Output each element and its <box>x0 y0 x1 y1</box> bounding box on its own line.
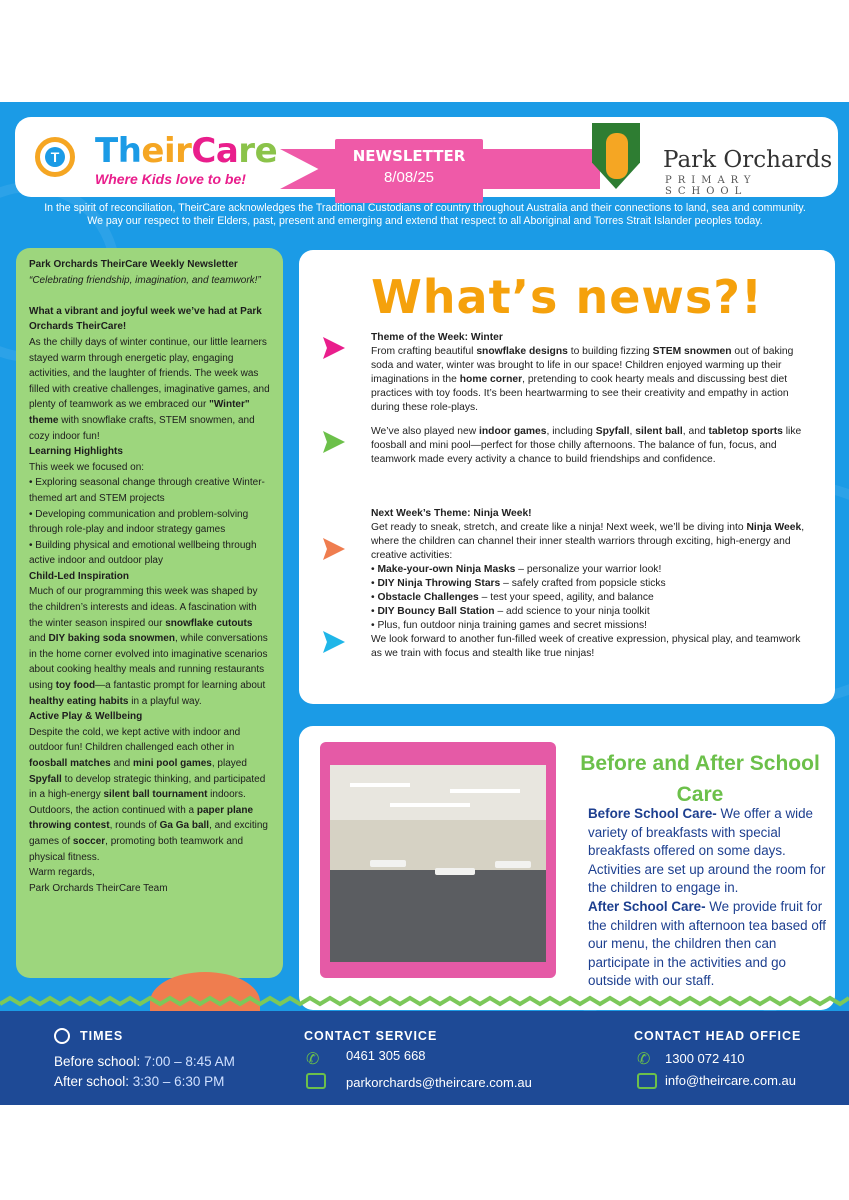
blue-arrow-icon <box>323 631 345 653</box>
newsletter-page <box>0 102 849 1105</box>
signoff-team: Park Orchards TheirCare Team <box>29 882 168 894</box>
intro-heading: What a vibrant and joyful week we’ve had at Park Orchards TheirCare! <box>29 305 262 333</box>
header-banner <box>15 117 838 197</box>
list-item: • Exploring seasonal change through creative Winter-themed art and STEM projects <box>29 477 265 504</box>
learning-intro: This week we focused on: <box>29 461 145 473</box>
whats-news-card <box>299 250 835 704</box>
child-led-paragraph: Much of our programming this week was shaped by the children’s interests and ideas. A fascination with the winter season inspired our snowflake cutouts and DIY baking soda snowmen, while conversations in the home corner evolved into imaginative scenarios about cooking healthy meals and running restaurants using toy food—a fantastic prompt for learning about healthy eating habits in a playful way. <box>29 586 268 707</box>
service-phone[interactable]: 0461 305 668 <box>346 1048 426 1063</box>
closing-text: We look forward to another fun-filled week of creative expression, physical play, and teamwork as we train with focus and stealth like true ninjas! <box>371 634 801 659</box>
active-play-paragraph: Despite the cold, we kept active with indoor and outdoor fun! Children challenged each other in foosball matches and mini pool games, played Spyfall to develop strategic thinking, and participated in a high-energy silent ball tournament indoors. Outdoors, the action continued with a paper plane throwing contest, rounds of Ga Ga ball, and exciting games of soccer, promoting both teamwork and physical fitness. <box>29 726 268 863</box>
list-item: • DIY Bouncy Ball Station – add science to your ninja toolkit <box>371 606 650 617</box>
whats-news-title: What’s news?! <box>371 270 763 324</box>
next-week-block: Next Week’s Theme: Ninja Week! Get ready to sneak, stretch, and create like a ninja! Next week, we’ll be diving into Ninja Week, where the children can channel their inner stealth warriors through exciting, high-energy and creative activities: • Make-your-own Ninja Masks – personalize your warrior look! • DIY Ninja Throwing Stars – safely crafted from popsicle sticks • Obstacle Challenges – test your speed, agility, and balance • DIY Bouncy Ball Station – add science to your ninja toolkit • Plus, fun outdoor ninja training games and secret missions! We look forward to another fun-filled week of creative expression, physical play, and teamwork as we train with focus and stealth like true ninjas! <box>371 508 805 659</box>
theme-heading: Theme of the Week: Winter <box>371 332 503 343</box>
pink-arrow-icon <box>323 337 345 359</box>
clock-icon <box>54 1028 70 1044</box>
orange-arrow-icon <box>323 538 345 560</box>
newsletter-label: NEWSLETTER <box>352 147 466 165</box>
brand-tagline: Where Kids love to be! <box>95 171 246 187</box>
list-item: • Make-your-own Ninja Masks – personalize your warrior look! <box>371 564 662 575</box>
office-email[interactable]: info@theircare.com.au <box>665 1073 796 1088</box>
active-play-heading: Active Play & Wellbeing <box>29 711 143 723</box>
brand-name: TheirCare <box>95 131 278 171</box>
care-title: Before and After School Care <box>580 752 820 806</box>
child-led-heading: Child-Led Inspiration <box>29 570 129 582</box>
indoor-games-block: We’ve also played new indoor games, including Spyfall, silent ball, and tabletop sports like foosball and mini pool—perfect for those chilly afternoons. The balance of fun, focus, and teamwork made every activity a chance to build friendships and confidence. <box>371 426 802 465</box>
green-arrow-icon <box>323 431 345 453</box>
signoff: Warm regards, <box>29 867 95 879</box>
list-item: • Plus, fun outdoor ninja training games and secret missions! <box>371 620 648 631</box>
newsletter-quote: “Celebrating friendship, imagination, and teamwork!” <box>29 274 261 286</box>
learning-heading: Learning Highlights <box>29 446 123 458</box>
times-heading: TIMES <box>80 1029 124 1043</box>
theircare-logo-icon: T <box>35 137 75 177</box>
office-phone[interactable]: 1300 072 410 <box>665 1051 745 1066</box>
school-subtitle: PRIMARY SCHOOL <box>665 175 757 197</box>
before-school-times: Before school: 7:00 – 8:45 AM <box>54 1054 235 1069</box>
classroom-photo <box>330 765 546 962</box>
weekly-newsletter-column <box>16 248 283 978</box>
head-office-heading: CONTACT HEAD OFFICE <box>634 1029 802 1043</box>
email-icon <box>637 1073 657 1089</box>
newsletter-label-box <box>335 139 483 203</box>
service-email[interactable]: parkorchards@theircare.com.au <box>346 1075 532 1090</box>
intro-paragraph: As the chilly days of winter continue, our little learners stayed warm through energetic play, engaging activities, and the laughter of friends. The week was filled with creative challenges, imaginative games, and plenty of teamwork as we embraced our "Winter" theme with snowflake crafts, STEM snowmen, and cozy indoor fun! <box>29 336 270 442</box>
phone-icon: ✆ <box>637 1051 651 1068</box>
acknowledgement-text: In the spirit of reconciliation, TheirCare acknowledges the Traditional Custodians of country throughout Australia and their connections to land, sea and community. We pay our respect to their Elders, past, present and emerging and extend that respect to all Aboriginal and Torres Strait Islander peoples today. <box>44 202 806 227</box>
care-description: Before School Care- We offer a wide variety of breakfasts with special breakfasts offered on some days. Activities are set up around the room for the children to engage in. After School Care- We provide fruit for the children with afternoon tea based off our menu, the children then can participate in the activities and go outside with our staff. <box>588 806 826 989</box>
after-school-times: After school: 3:30 – 6:30 PM <box>54 1074 225 1089</box>
school-name: Park Orchards <box>663 147 833 173</box>
footer <box>0 1011 849 1105</box>
list-item: • Developing communication and problem-solving through role-play and indoor strategy games <box>29 508 249 536</box>
list-item: • Obstacle Challenges – test your speed, agility, and balance <box>371 592 654 603</box>
list-item: • Building physical and emotional wellbeing through active indoor and outdoor play <box>29 539 257 567</box>
after-care-label: After School Care- <box>588 898 706 914</box>
newsletter-heading: Park Orchards TheirCare Weekly Newsletter <box>29 259 238 270</box>
next-week-heading: Next Week’s Theme: Ninja Week! <box>371 508 532 519</box>
contact-service-heading: CONTACT SERVICE <box>304 1029 438 1043</box>
list-item: • DIY Ninja Throwing Stars – safely crafted from popsicle sticks <box>371 578 666 589</box>
newsletter-date: 8/08/25 <box>383 169 435 186</box>
email-icon <box>306 1073 326 1089</box>
theme-of-week-block: Theme of the Week: Winter From crafting beautiful snowflake designs to building fizzing STEM snowmen out of baking soda and water, winter was brought to life in our space! Children enjoyed warming up their imaginations in the home corner, pretending to cook hearty meals and discussing best diet practices with toy foods. It’s been heartwarming to see their creativity and empathy in action during these role-plays. <box>371 332 794 413</box>
before-care-label: Before School Care- <box>588 806 717 821</box>
phone-icon: ✆ <box>306 1051 320 1068</box>
